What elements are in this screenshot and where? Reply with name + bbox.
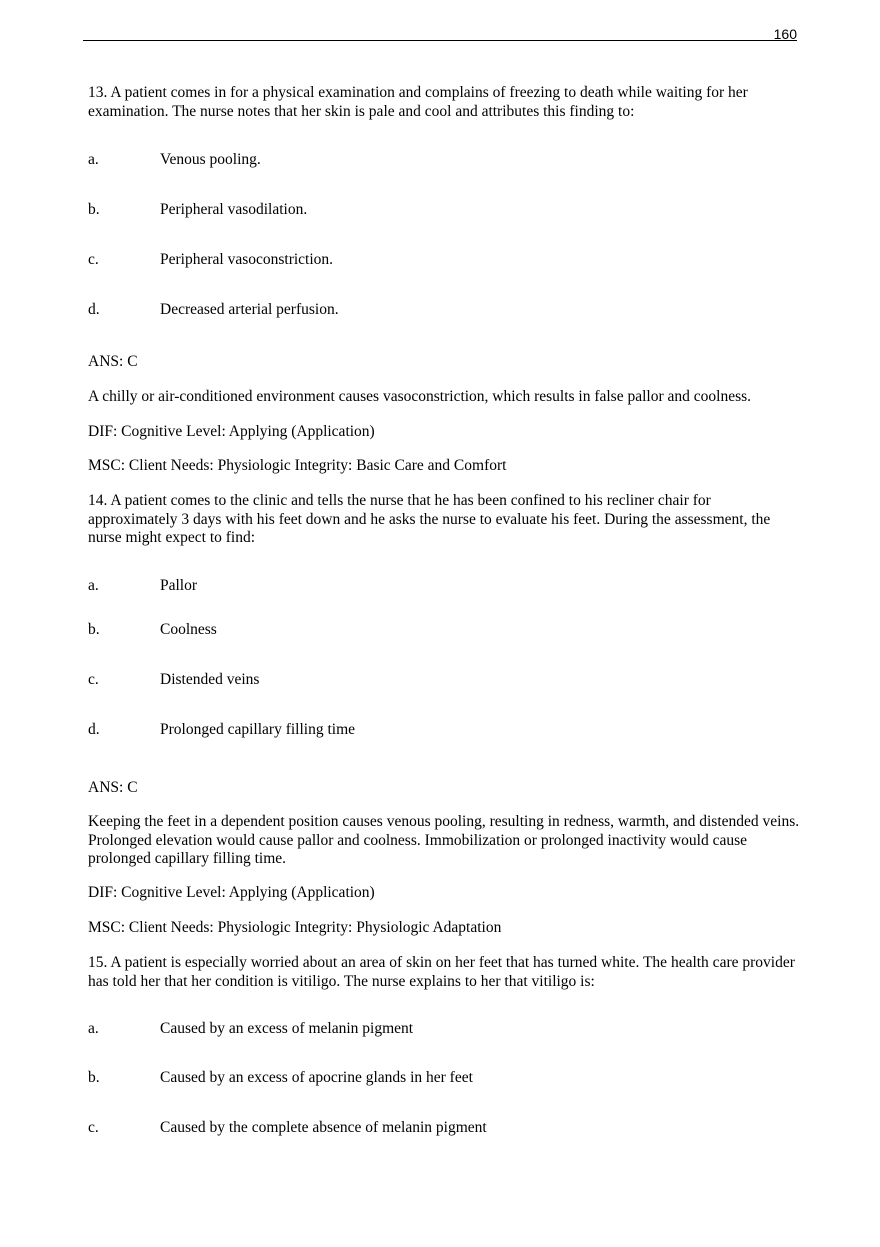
option-letter: c. [88,251,99,268]
difficulty-14: DIF: Cognitive Level: Applying (Application) [88,884,375,901]
option-letter: d. [88,301,100,318]
question-15-stem: 15. A patient is especially worried about an area of skin on her feet that has turned white. The health care provider has told her that her condition is vitiligo. The nurse explains to her that vitiligo is: [88,954,795,990]
option-letter: c. [88,671,99,688]
option-letter: d. [88,721,100,738]
option-text: Caused by an excess of melanin pigment [160,1020,414,1037]
answer-13: ANS: C [88,353,138,370]
header-rule [83,40,797,41]
client-needs-13: MSC: Client Needs: Physiologic Integrity: Basic Care and Comfort [88,457,507,474]
option-letter: b. [88,201,100,218]
option-text: Coolness [160,621,217,638]
answer-14: ANS: C [88,779,138,796]
option-letter: c. [88,1119,99,1136]
option-letter: a. [88,1020,99,1037]
page-number: 160 [773,26,797,42]
option-text: Prolonged capillary filling time [160,721,355,738]
option-text: Decreased arterial perfusion. [160,301,339,318]
question-14-stem: 14. A patient comes to the clinic and tells the nurse that he has been confined to his recliner chair for approximately 3 days with his feet down and he asks the nurse to evaluate his feet. During the assessment, the nurse might expect to find: [88,492,771,546]
option-text: Peripheral vasodilation. [160,201,308,218]
rationale-14: Keeping the feet in a dependent position causes venous pooling, resulting in redness, warmth, and distended veins. Prolonged elevation would cause pallor and coolness. Immobilization or prolonged inactivity would cause prolonged capillary filling time. [88,813,800,867]
question-13-stem: 13. A patient comes in for a physical examination and complains of freezing to death while waiting for her examination. The nurse notes that her skin is pale and cool and attributes this finding to: [88,84,748,120]
rationale-13: A chilly or air-conditioned environment causes vasoconstriction, which results in false pallor and coolness. [88,388,752,405]
option-letter: a. [88,151,99,168]
difficulty-13: DIF: Cognitive Level: Applying (Application) [88,423,375,440]
client-needs-14: MSC: Client Needs: Physiologic Integrity: Physiologic Adaptation [88,919,502,936]
option-text: Venous pooling. [160,151,261,168]
option-text: Distended veins [160,671,260,688]
option-text: Peripheral vasoconstriction. [160,251,334,268]
option-text: Caused by the complete absence of melanin pigment [160,1119,487,1136]
option-letter: a. [88,577,99,594]
option-letter: b. [88,1069,100,1086]
option-text: Pallor [160,577,198,594]
option-letter: b. [88,621,100,638]
option-text: Caused by an excess of apocrine glands in her feet [160,1069,473,1086]
